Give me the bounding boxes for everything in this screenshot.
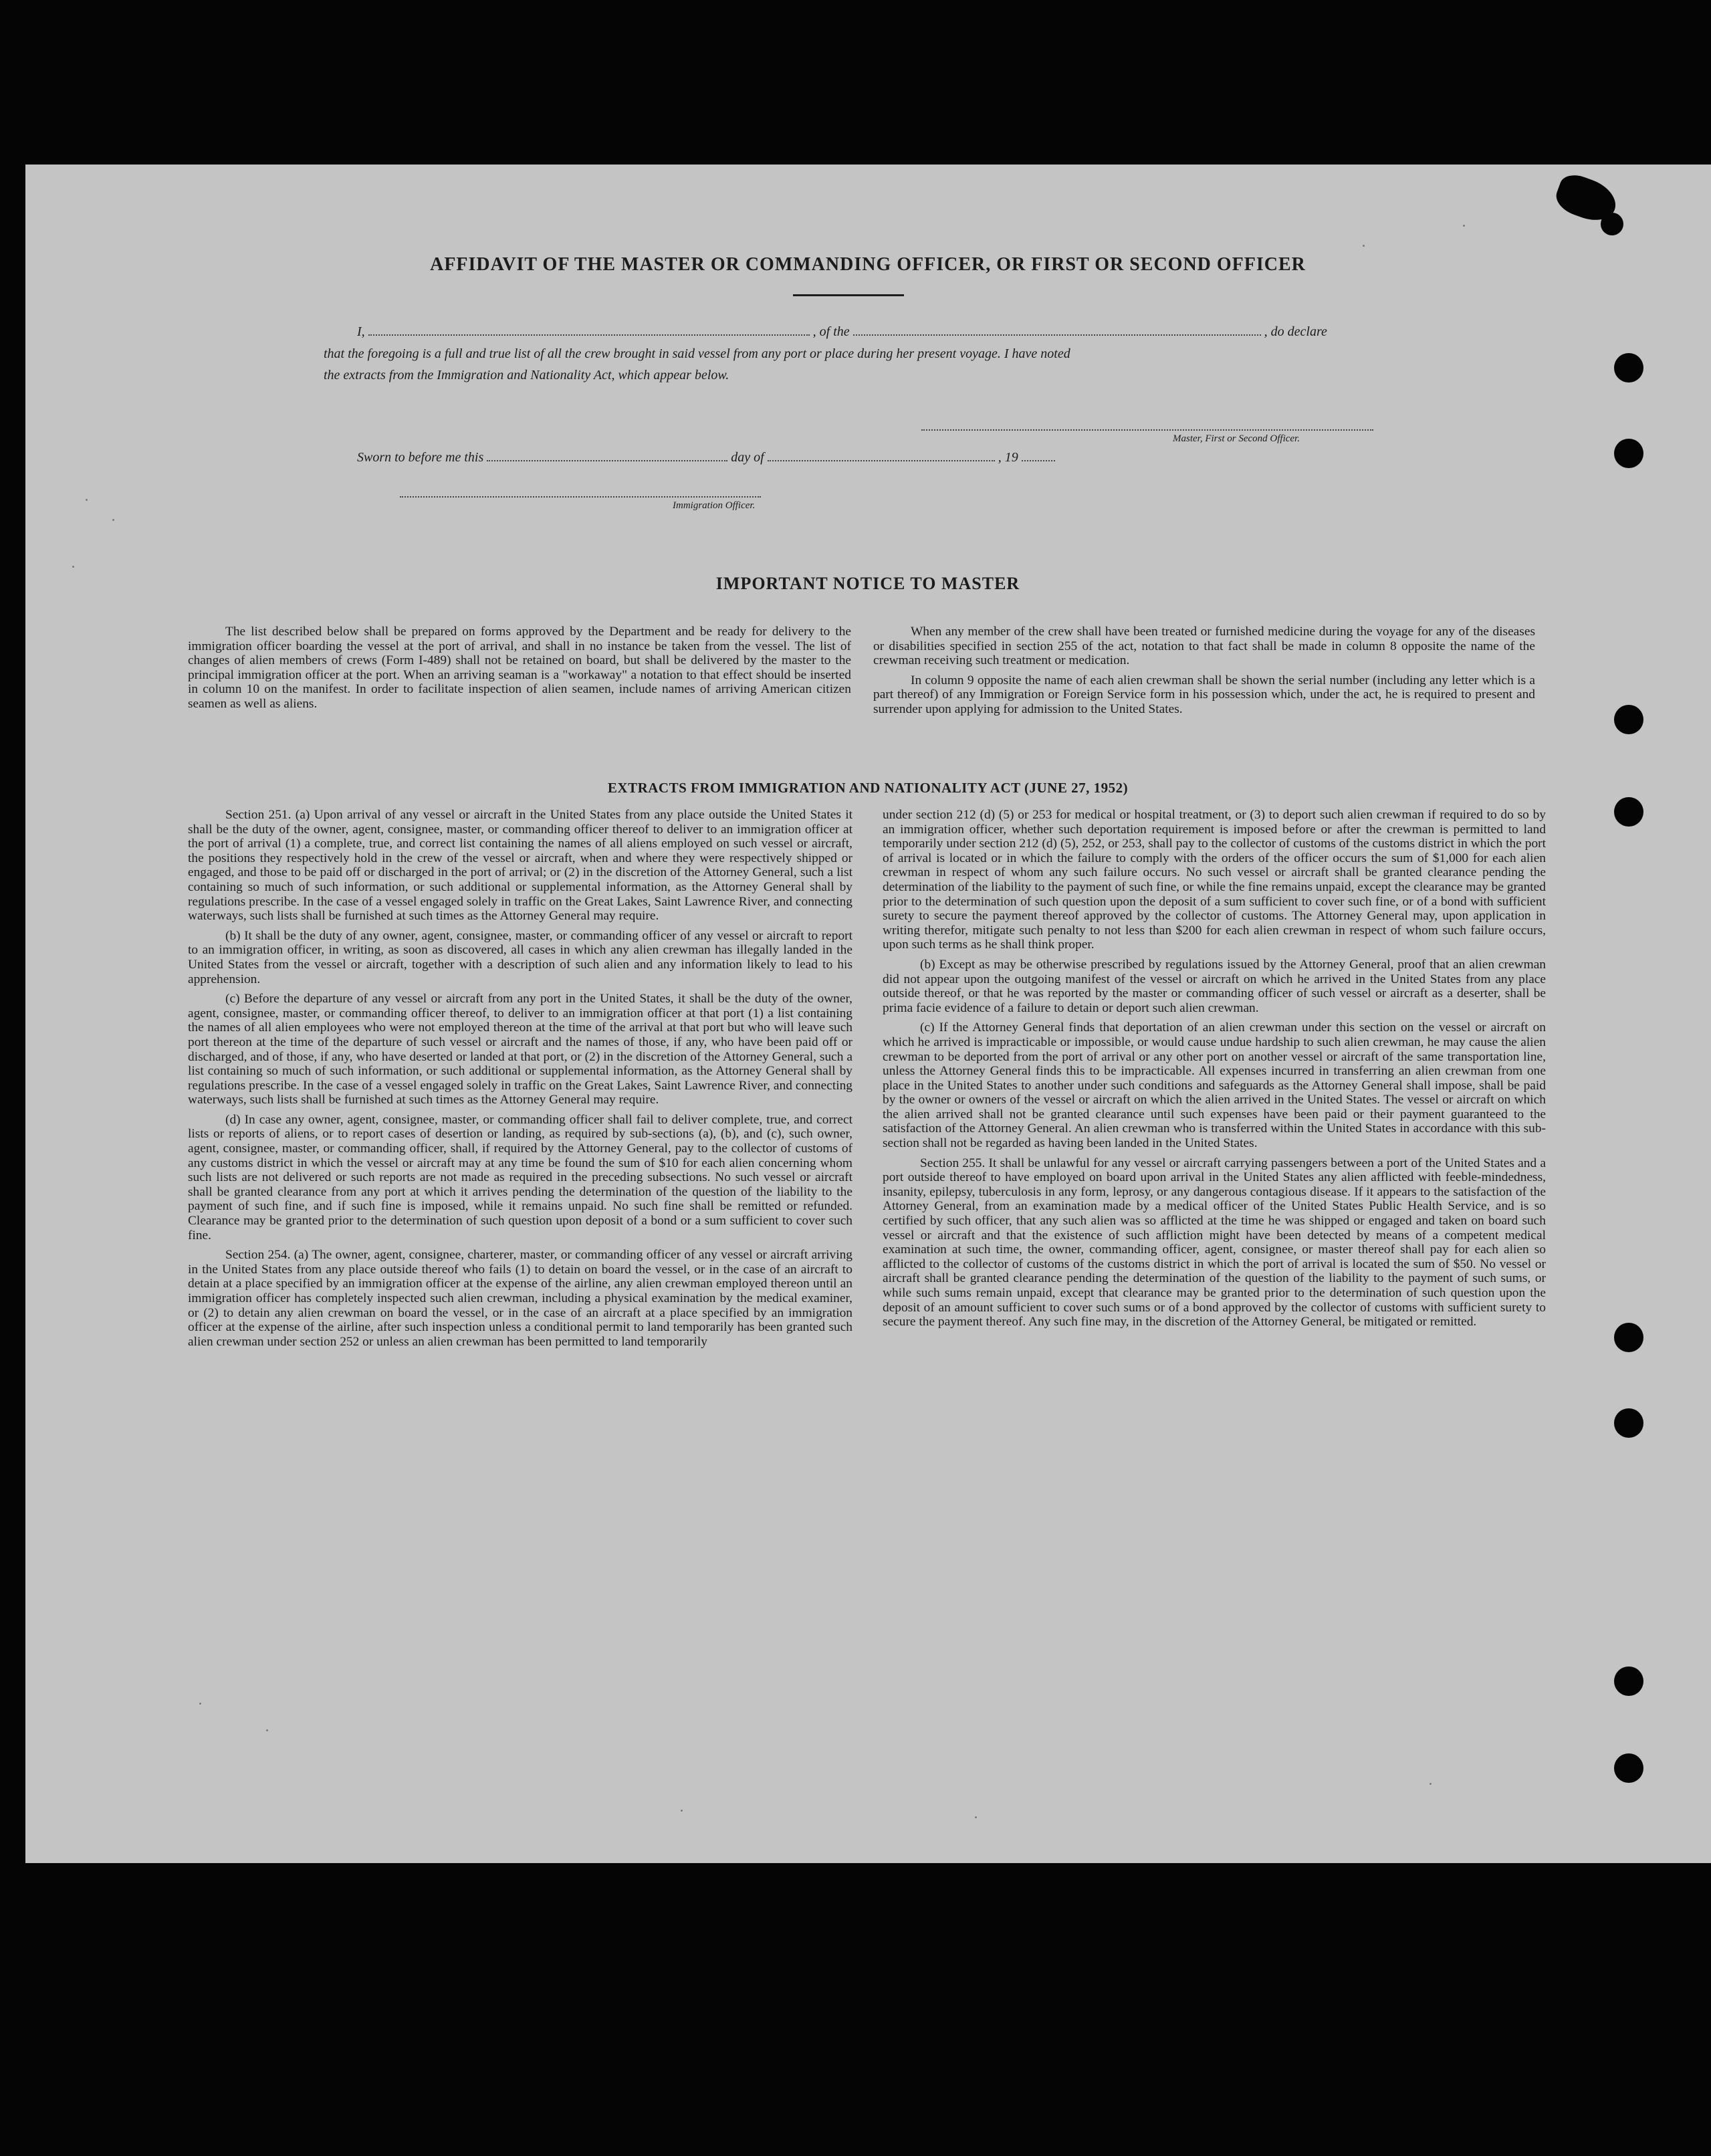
- title-rule: [793, 294, 904, 296]
- scan-speck: [86, 499, 88, 501]
- statute-paragraph: (b) It shall be the duty of any owner, agent, consignee, master, or commanding officer of any vessel or aircraft to report to an immigration officer, in writing, as soon as discovered, all cases in which any alien crewman has illegally landed in the United States from the vessel or aircraft, together with a description of such alien and any information likely to lead to his apprehension.: [188, 928, 852, 986]
- immigration-officer-signature-line[interactable]: [400, 496, 761, 498]
- statute-paragraph: (b) Except as may be otherwise prescribed by regulations issued by the Attorney General, proof that an alien crewman did not appear upon the outgoing manifest of the vessel or aircraft on which he arrived in the United States from any place outside thereof, or that he was reported by the master or commanding officer of such vessel or aircraft as a deserter, shall be prima facie evidence of a failure to detain or deport such alien crewman.: [883, 957, 1546, 1015]
- immigration-officer-caption: Immigration Officer.: [673, 500, 756, 511]
- year-label: , 19: [998, 450, 1018, 465]
- scan-speck: [1363, 245, 1365, 247]
- declaration-line-2: that the foregoing is a full and true list of all the crew brought in said vessel from any port or place during her present voyage. I have noted: [324, 346, 1070, 361]
- extracts-right-column: [883, 808, 1546, 1335]
- punch-hole-6: [1614, 1323, 1643, 1352]
- sworn-month-field[interactable]: [768, 449, 995, 461]
- document-page: [25, 165, 1711, 1863]
- punch-hole-2: [1614, 353, 1643, 383]
- vessel-name-field[interactable]: [853, 324, 1261, 336]
- do-declare-label: , do declare: [1264, 324, 1327, 339]
- declaration-line-3: the extracts from the Immigration and Nationality Act, which appear below.: [324, 368, 729, 383]
- notice-right-column: [873, 625, 1535, 722]
- declaration-line-1: [357, 324, 1327, 340]
- sworn-date-field[interactable]: [487, 449, 727, 461]
- statute-paragraph: (c) Before the departure of any vessel or aircraft from any port in the United States, it shall be the duty of the owner, agent, consignee, master, or commanding officer thereof, to deliver to an immigration officer at that port (1) a list containing the names of all alien employees who were not employed thereon at the time of the arrival at that port but who will leave such port thereon at the time of the departure of such vessel or aircraft and the names of those, if any, who have been paid off or discharged, and of those, if any, who have deserted or landed at that port, or (2) in the discretion of the Attorney General, such a list containing so much of such information, or such additional or supplemental information, as the Attorney General shall by regulations prescribe. In the case of a vessel engaged solely in traffic on the Great Lakes, Saint Lawrence River, and connecting waterways, such lists shall be furnished at such times as the Attorney General may require.: [188, 992, 852, 1107]
- sworn-label: Sworn to before me this: [357, 450, 484, 465]
- punch-hole-7: [1614, 1408, 1643, 1438]
- scan-speck: [975, 1816, 977, 1818]
- statute-paragraph: (c) If the Attorney General finds that deportation of an alien crewman under this section on the vessel or aircraft on which he arrived is impracticable or impossible, or would cause undue hardship to such alien crewman, he may cause the alien crewman to be deported from the port of arrival or any other port on another vessel or aircraft of the same transportation line, unless the Attorney General finds this to be impracticable. All expenses incurred in transferring an alien crewman from one place in the United States to another under such conditions and safeguards as the Attorney General shall impose, shall be paid by the owner or owners of the vessel or aircraft on which the alien arrived in the United States. The vessel or aircraft on which the alien arrived shall not be granted clearance until such expenses have been paid or their payment guaranteed to the satisfaction of the Attorney General. An alien crewman who is transferred within the United States in accordance with this sub-section shall not be regarded as having been landed in the United States.: [883, 1020, 1546, 1151]
- declarant-prefix: I,: [357, 324, 365, 339]
- notice-paragraph: In column 9 opposite the name of each alien crewman shall be shown the serial number (including any letter which is a part thereof) of any Immigration or Foreign Service form in his possession which, under the act, he is required to present and surrender upon applying for admission to the United States.: [873, 673, 1535, 716]
- sworn-year-field[interactable]: [1022, 449, 1055, 461]
- punch-hole-5: [1614, 797, 1643, 827]
- punch-hole-1: [1601, 213, 1623, 235]
- scan-speck: [266, 1729, 268, 1731]
- notice-paragraph: When any member of the crew shall have been treated or furnished medicine during the voyage for any of the diseases or disabilities specified in section 255 of the act, notation to that fact shall be made in column 8 opposite the name of the crewman receiving such treatment or medication.: [873, 625, 1535, 668]
- affidavit-title: AFFIDAVIT OF THE MASTER OR COMMANDING OFFICER, OR FIRST OR SECOND OFFICER: [430, 254, 1306, 275]
- declarant-name-field[interactable]: [368, 324, 810, 336]
- notice-paragraph: The list described below shall be prepared on forms approved by the Department and be ready for delivery to the immigration officer boarding the vessel at the port of arrival, and shall in no instance be taken from the vessel. The list of changes of alien members of crews (Form I-489) shall not be retained on board, but shall be delivered by the master to the principal immigration officer at the port. When an arriving seaman is a "workaway" a notation to that effect should be inserted in column 10 on the manifest. In order to facilitate inspection of alien seamen, include names of arriving American citizen seamen as well as aliens.: [188, 625, 851, 711]
- master-signature-caption: Master, First or Second Officer.: [1173, 433, 1300, 444]
- extracts-left-column: [188, 808, 852, 1354]
- punch-hole-3: [1614, 439, 1643, 468]
- scan-speck: [681, 1810, 683, 1812]
- statute-paragraph: under section 212 (d) (5) or 253 for medical or hospital treatment, or (3) to deport such alien crewman if required to do so by an immigration officer, whether such deportation requirement is imposed before or after the crewman is permitted to land temporarily under section 212 (d) (5), 252, or 253, shall pay to the collector of customs of the customs district in which the port of arrival is located or in which the failure to comply with the orders of the officer occurs the sum of $1,000 for each alien crewman in respect of whom any such failure occurs. No such vessel or aircraft shall be granted clearance pending the determination of the liability to the payment of such fine, or while the fine remains unpaid, except the clearance may be granted prior to the determination of such question upon the deposit of a sum sufficient to cover such fine, or of a bond with sufficient surety to secure the payment thereof approved by the collector of customs. The Attorney General may, upon application in writing therefor, mitigate such penalty to not less than $200 for each alien crewman in respect of whom such failure occurs, upon such terms as he shall think proper.: [883, 808, 1546, 952]
- punch-hole-4: [1614, 705, 1643, 734]
- punch-hole-8: [1614, 1666, 1643, 1696]
- statute-paragraph: Section 251. (a) Upon arrival of any vessel or aircraft in the United States from any place outside the United States it shall be the duty of the owner, agent, consignee, master, or commanding officer thereof to deliver to an immigration officer at the port of arrival (1) a complete, true, and correct list containing the names of all aliens employed on such vessel or aircraft, the positions they respectively hold in the crew of the vessel or aircraft, when and where they were respectively shipped or engaged, and those to be paid off or discharged in the port of arrival; or (2) in the discretion of the Attorney General, such a list containing so much of such information, or such additional or supplemental information, as the Attorney General shall by regulations prescribe. In the case of a vessel engaged solely in traffic on the Great Lakes, Saint Lawrence River, and connecting waterways, such lists shall be furnished at such times as the Attorney General may require.: [188, 808, 852, 924]
- notice-left-column: [188, 625, 851, 717]
- statute-paragraph: Section 255. It shall be unlawful for any vessel or aircraft carrying passengers between a port of the United States and a port outside thereof to have employed on board upon arrival in the United States any alien afflicted with feeble-mindedness, insanity, epilepsy, tuberculosis in any form, leprosy, or any dangerous contagious disease. If it appears to the satisfaction of the Attorney General, from an examination made by a medical officer of the United States Public Health Service, and is so certified by such officer, that any such alien was so afflicted at the time he was shipped or engaged and taken on board such vessel or aircraft and that the existence of such affliction might have been detected by means of a competent medical examination at such time, the owner, commanding officer, agent, consignee, or master thereof shall pay for each alien so afflicted to the collector of customs of the customs district in which the port of arrival is located the sum of $50. No vessel or aircraft shall be granted clearance pending the determination of the question of the liability to the payment of such sums, or while such sums remain unpaid, except that clearance may be granted prior to the determination of such question upon the deposit of an amount sufficient to cover such sums or of a bond approved by the collector of customs with sufficient surety to secure the payment thereof. Any such fine may, in the discretion of the Attorney General, be mitigated or remitted.: [883, 1156, 1546, 1329]
- statute-paragraph: Section 254. (a) The owner, agent, consignee, charterer, master, or commanding officer of any vessel or aircraft arriving in the United States from any place outside thereof who fails (1) to detain on board the vessel, or in the case of an aircraft to detain at a place specified by an immigration officer at the expense of the airline, any alien crewman employed thereon until an immigration officer has completely inspected such alien crewman, including a physical examination by the medical examiner, or (2) to detain any alien crewman on board the vessel, or in the case of an aircraft at a place specified by an immigration officer at the expense of the airline, after such inspection unless a conditional permit to land temporarily has been granted such alien crewman under section 252 or unless an alien crewman has been permitted to land temporarily: [188, 1248, 852, 1349]
- punch-hole-9: [1614, 1753, 1643, 1783]
- notice-title: IMPORTANT NOTICE TO MASTER: [715, 574, 1020, 593]
- scan-speck: [1430, 1783, 1432, 1785]
- scan-speck: [199, 1703, 201, 1705]
- sworn-line: [357, 449, 1055, 465]
- day-of-label: day of: [731, 450, 764, 465]
- scan-speck: [1463, 225, 1465, 227]
- scan-speck: [72, 566, 74, 568]
- of-the-label: , of the: [812, 324, 850, 339]
- scan-speck: [112, 519, 114, 521]
- master-signature-line[interactable]: [921, 429, 1373, 431]
- extracts-title: EXTRACTS FROM IMMIGRATION AND NATIONALITY ACT (JUNE 27, 1952): [607, 780, 1129, 796]
- statute-paragraph: (d) In case any owner, agent, consignee, master, or commanding officer shall fail to deliver complete, true, and correct lists or reports of aliens, or to report cases of desertion or landing, as required by sub-sections (a), (b), and (c), such owner, agent, consignee, master, or commanding officer, shall, if required by the Attorney General, pay to the collector of customs of any customs district in which the vessel or aircraft may at any time be found the sum of $10 for each alien concerning whom such lists are not delivered or such reports are not made as required in the preceding subsections. No such vessel or aircraft shall be granted clearance from any port at which it arrives pending the determination of the question of the liability to the payment of such fine, and if such fine is imposed, while it remains unpaid. No such fine shall be remitted or refunded. Clearance may be granted prior to the determination of such question upon deposit of a bond or a sum sufficient to cover such fine.: [188, 1112, 852, 1243]
